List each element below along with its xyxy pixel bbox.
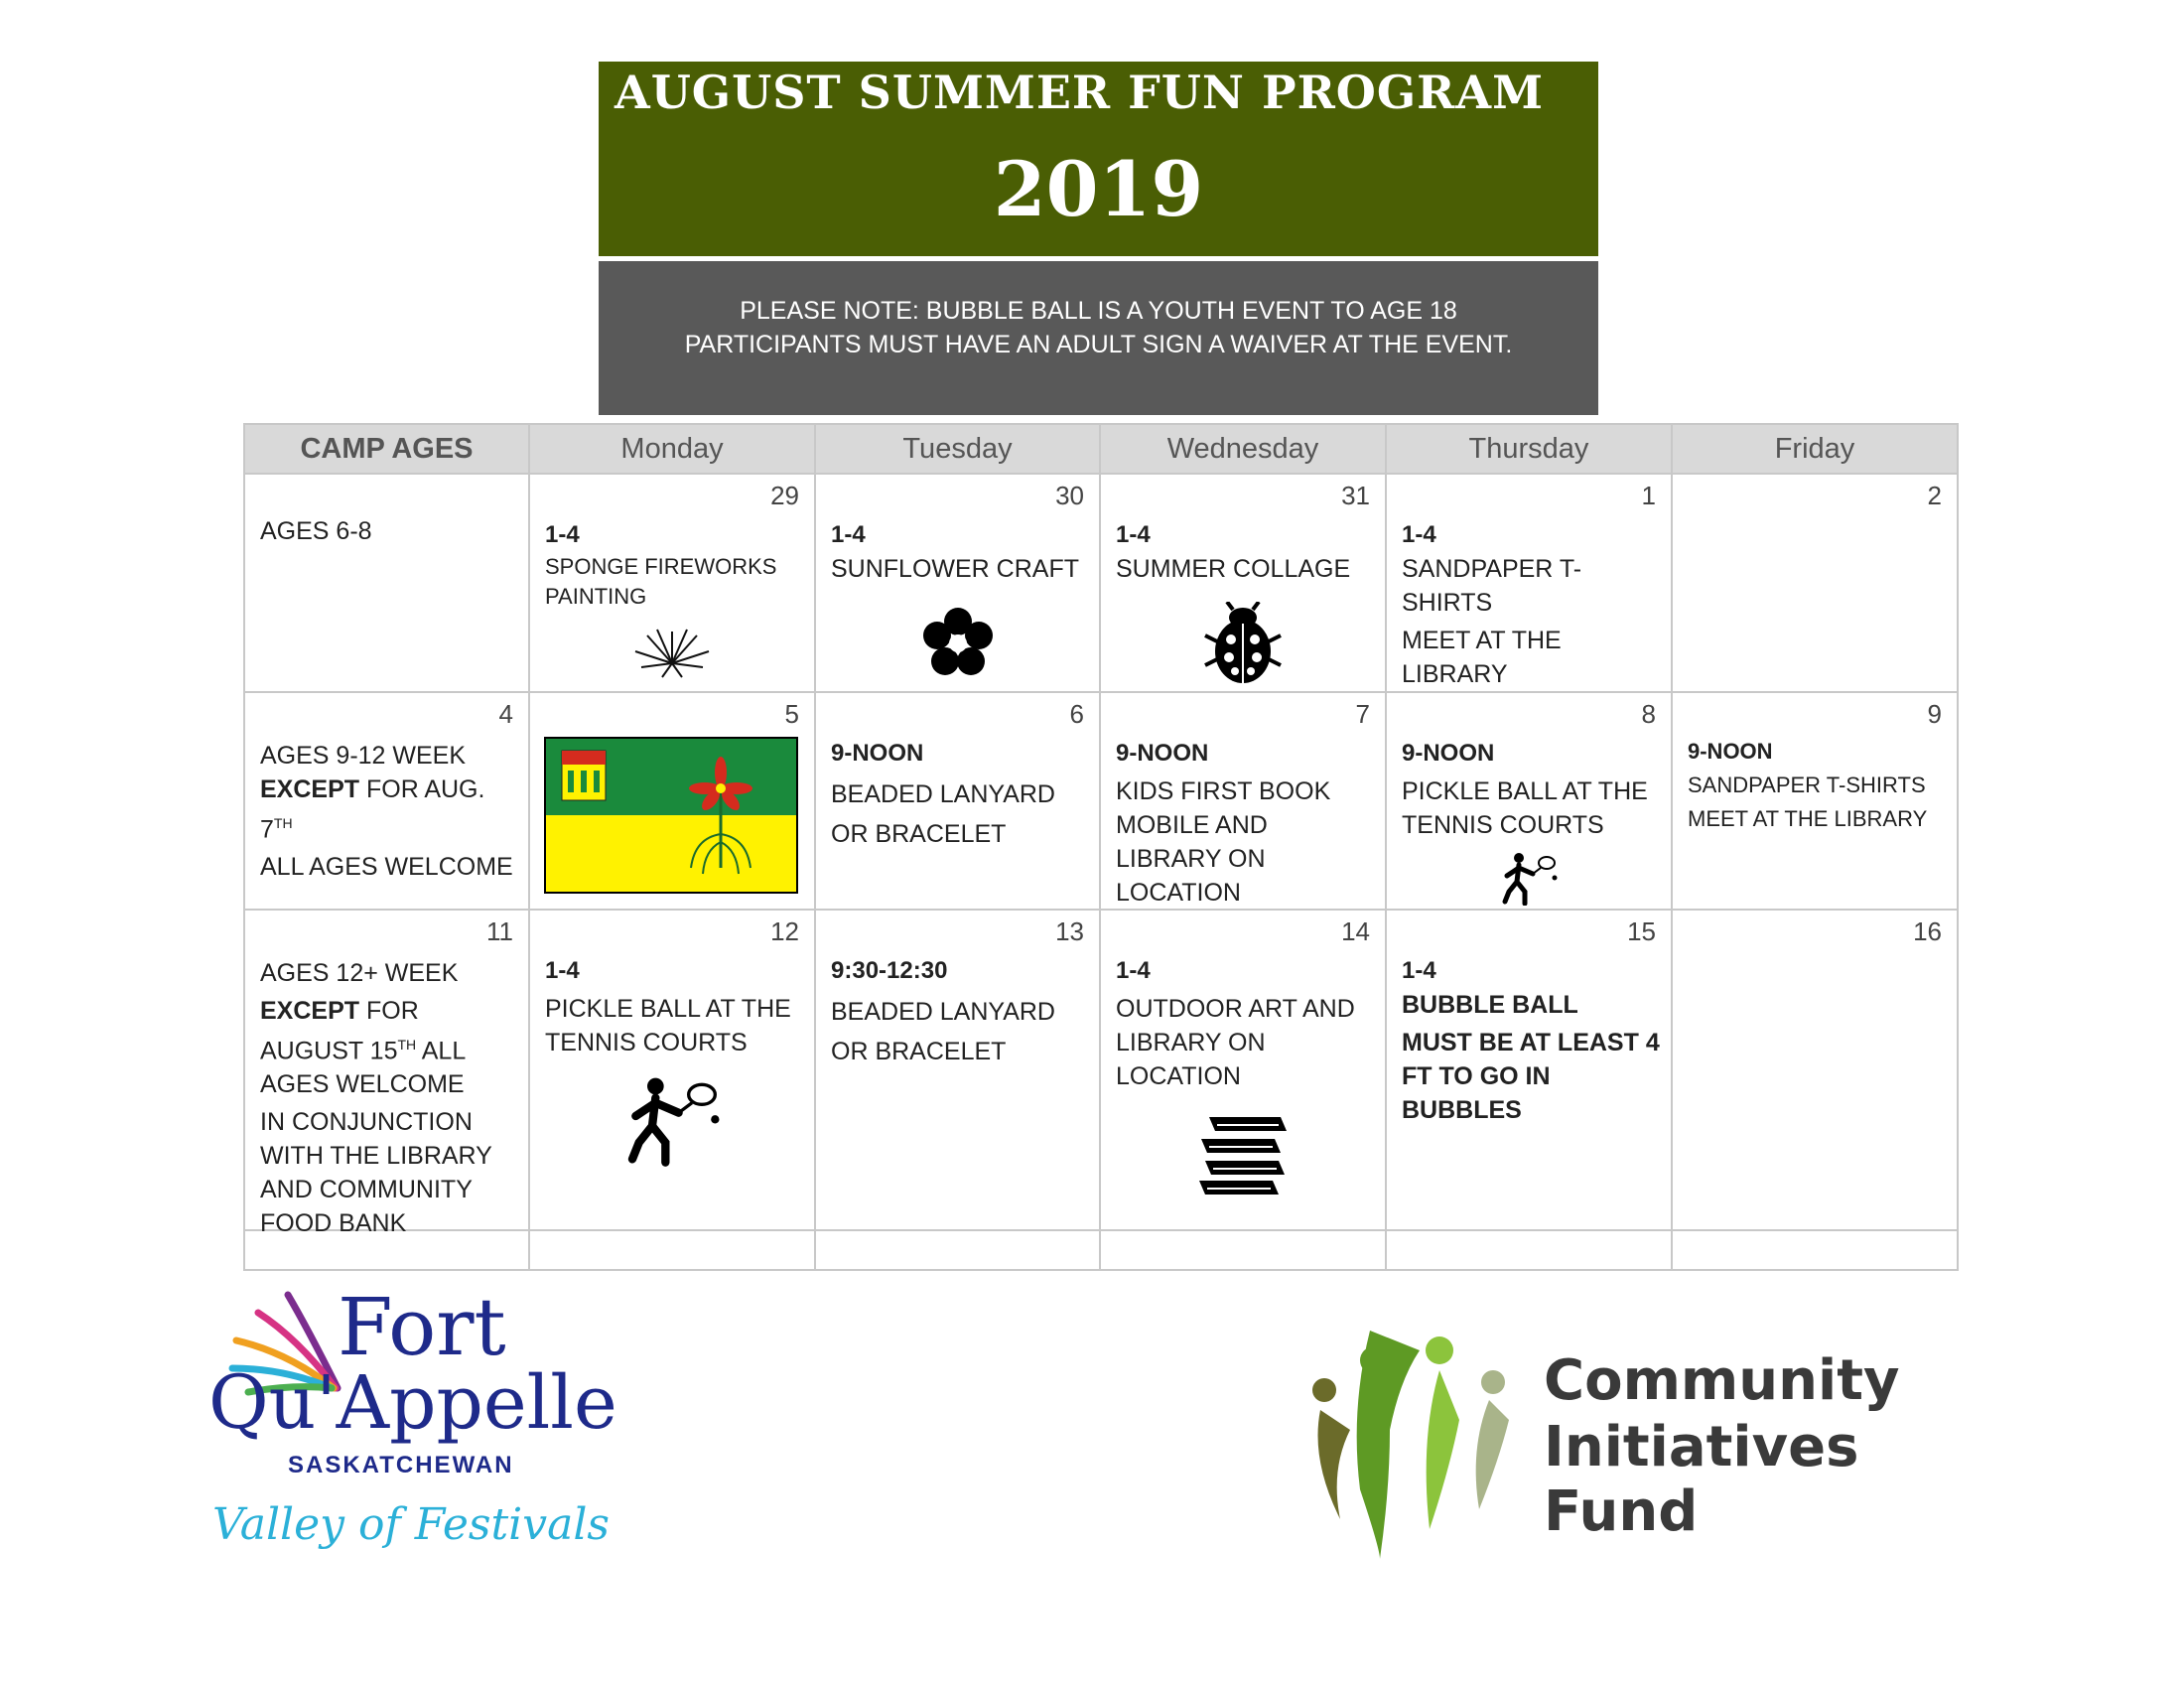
event-time: 9-NOON: [1688, 739, 1773, 764]
tennis-player-icon: [1387, 852, 1671, 911]
fireworks-icon: [530, 622, 814, 686]
logo-quappelle: Qu'Appelle: [208, 1360, 617, 1446]
books-icon: [1101, 1109, 1385, 1203]
day-number: 31: [1341, 481, 1370, 510]
event-time: 1-4: [1402, 521, 1436, 548]
ladybug-icon: [1101, 602, 1385, 690]
event-title: SPONGE FIREWORKS PAINTING: [545, 554, 777, 609]
day-number: 12: [770, 916, 799, 946]
dancing-figures-icon: [1291, 1291, 1529, 1569]
event-time: 1-4: [545, 521, 580, 548]
week-row: [244, 474, 1958, 692]
header-camp-ages: CAMP AGES: [244, 424, 529, 474]
event-time: 1-4: [545, 957, 580, 984]
week-row: [244, 910, 1958, 1230]
flower-icon: [816, 606, 1099, 686]
day-cell: [1100, 692, 1386, 910]
notice-line-2: PARTICIPANTS MUST HAVE AN ADULT SIGN A WAIVER AT THE EVENT.: [684, 331, 1513, 358]
event-title: PICKLE BALL AT THE TENNIS COURTS: [1402, 777, 1648, 839]
header-thursday: Thursday: [1386, 424, 1672, 474]
event-time: 1-4: [1116, 957, 1151, 984]
event-title: SANDPAPER T-SHIRTS: [1402, 555, 1582, 617]
day-number: 14: [1341, 916, 1370, 946]
day-cell: [815, 692, 1100, 910]
event-time: 1-4: [831, 521, 866, 548]
logo-fort: Fort: [338, 1281, 506, 1373]
day-number: 29: [770, 481, 799, 510]
camp-ages-text: AGES 9-12 WEEK EXCEPT FOR AUG. 7TH ALL AGES WELCOME: [260, 742, 513, 882]
day-cell: [1100, 910, 1386, 1230]
event-note: MEET AT THE LIBRARY: [1402, 627, 1562, 688]
event-title: BEADED LANYARD OR BRACELET: [831, 780, 1055, 848]
day-number: 7: [1355, 699, 1370, 729]
event-time: 1-4: [1402, 957, 1436, 984]
week-row: [244, 692, 1958, 910]
day-cell: [1672, 910, 1958, 1230]
day-cell: [1100, 474, 1386, 692]
logo-tagline: Valley of Festivals: [212, 1499, 610, 1550]
day-number: 4: [498, 699, 513, 729]
day-number: 15: [1627, 916, 1656, 946]
fort-quappelle-logo: [208, 1281, 625, 1599]
event-time: 9-NOON: [1116, 740, 1209, 767]
event-title: BUBBLE BALL: [1402, 991, 1578, 1019]
day-cell: [529, 474, 815, 692]
calendar-table: [243, 423, 1959, 1271]
day-number: 11: [486, 916, 513, 946]
logo-province: SASKATCHEWAN: [288, 1452, 514, 1478]
day-number: 6: [1069, 699, 1084, 729]
event-time: 9-NOON: [831, 740, 924, 767]
event-title: PICKLE BALL AT THE TENNIS COURTS: [545, 995, 791, 1056]
empty-row: [244, 1230, 1958, 1270]
saskatchewan-flag: [544, 737, 798, 894]
event-title: SUNFLOWER CRAFT: [831, 555, 1079, 583]
header-wednesday: Wednesday: [1100, 424, 1386, 474]
day-cell: [815, 910, 1100, 1230]
header-row: [244, 424, 1958, 474]
day-cell: [529, 692, 815, 910]
notice-box: [599, 261, 1598, 415]
logo-initiatives-fund: Initiatives Fund: [1544, 1415, 1859, 1544]
community-initiatives-fund-logo: [1291, 1291, 1985, 1569]
logo-community: Community: [1544, 1348, 1900, 1413]
day-cell: [1386, 692, 1672, 910]
notice-line-1: PLEASE NOTE: BUBBLE BALL IS A YOUTH EVENT TO AGE 18: [740, 297, 1457, 325]
day-cell: [815, 474, 1100, 692]
header-monday: Monday: [529, 424, 815, 474]
day-cell: [1672, 692, 1958, 910]
day-cell: [1386, 910, 1672, 1230]
event-title: KIDS FIRST BOOK MOBILE AND LIBRARY ON LOCATION: [1116, 777, 1331, 907]
day-number: 16: [1913, 916, 1942, 946]
program-year: 2019: [993, 145, 1204, 233]
day-number: 30: [1055, 481, 1084, 510]
tennis-player-icon: [530, 1069, 814, 1178]
camp-ages-cell: [244, 474, 529, 692]
day-number: 5: [784, 699, 799, 729]
day-cell: [1386, 474, 1672, 692]
header-tuesday: Tuesday: [815, 424, 1100, 474]
camp-ages-cell: [244, 692, 529, 910]
event-note: MUST BE AT LEAST 4 FT TO GO IN BUBBLES: [1402, 1029, 1660, 1124]
event-title: BEADED LANYARD OR BRACELET: [831, 998, 1055, 1065]
camp-ages-text: AGES 6-8: [260, 517, 372, 545]
event-time: 9:30-12:30: [831, 957, 948, 984]
day-number: 9: [1927, 699, 1942, 729]
event-title: SANDPAPER T-SHIRTS: [1688, 773, 1926, 797]
header-friday: Friday: [1672, 424, 1958, 474]
day-number: 1: [1641, 481, 1656, 510]
day-number: 8: [1641, 699, 1656, 729]
program-title: AUGUST SUMMER FUN PROGRAM: [614, 66, 1544, 119]
day-cell: [1672, 474, 1958, 692]
event-note: MEET AT THE LIBRARY: [1688, 806, 1928, 831]
event-title: SUMMER COLLAGE: [1116, 555, 1351, 583]
event-time: 1-4: [1116, 521, 1151, 548]
day-number: 13: [1055, 916, 1084, 946]
camp-ages-text: AGES 12+ WEEK EXCEPT FOR AUGUST 15TH ALL AGES WELCOME IN CONJUNCTION WITH THE LIBRARY AND COMMUNITY FOOD BANK: [260, 959, 492, 1238]
event-title: OUTDOOR ART AND LIBRARY ON LOCATION: [1116, 995, 1355, 1090]
day-cell: [529, 910, 815, 1230]
event-time: 9-NOON: [1402, 740, 1495, 767]
camp-ages-cell: [244, 910, 529, 1238]
day-number: 2: [1927, 481, 1942, 510]
program-banner: [599, 62, 1598, 256]
